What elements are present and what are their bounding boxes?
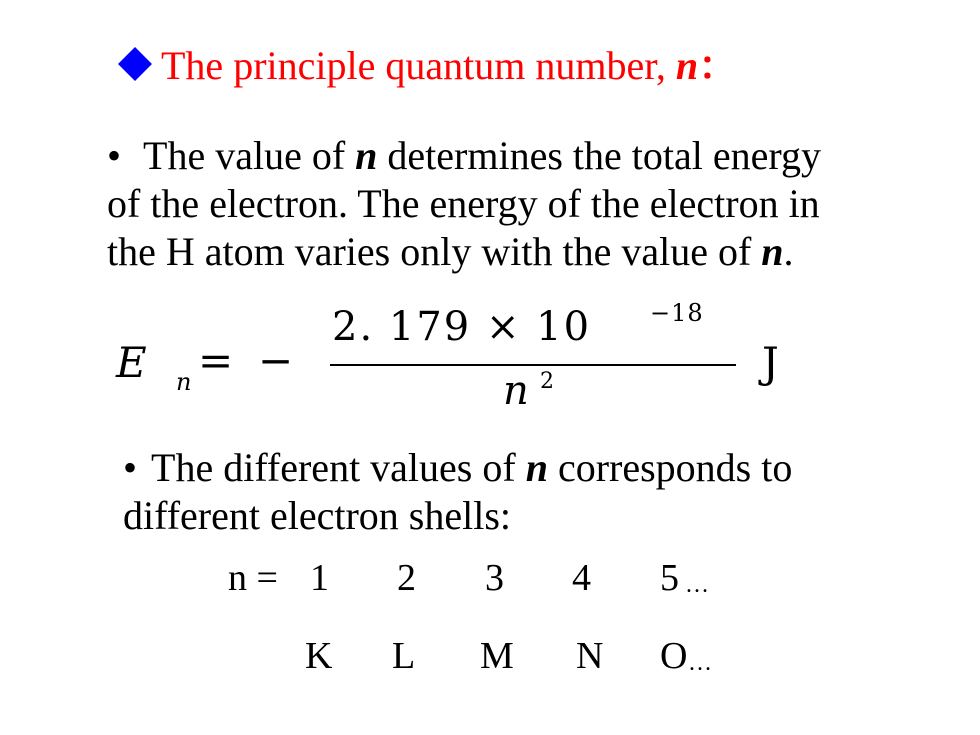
title-variable: n	[675, 43, 699, 88]
text-segment: corresponds to	[547, 445, 793, 490]
shells-paragraph	[123, 444, 923, 540]
formula-denominator-exponent: 2	[540, 369, 554, 394]
formula-denominator: n	[503, 368, 529, 414]
shell-letter: O	[660, 635, 688, 677]
text-segment: determines the total energy	[377, 133, 821, 178]
diamond-bullet-icon	[118, 47, 152, 81]
shells-paragraph-line-2: different electron shells:	[123, 493, 512, 538]
text-segment: The value of	[143, 133, 356, 178]
formula-unit: J	[762, 338, 779, 387]
formula-numerator: 2. 179 × 10	[332, 304, 592, 350]
shell-letter: N	[576, 635, 604, 677]
shell-letter: M	[480, 635, 514, 677]
text-segment: The different values of	[151, 445, 526, 490]
formula-lhs: E	[116, 338, 147, 387]
energy-paragraph-line-3	[107, 228, 897, 276]
variable-n: n	[761, 229, 784, 274]
text-segment: .	[783, 229, 794, 274]
n-label: n =	[228, 557, 278, 599]
formula-equals: =	[198, 336, 234, 385]
fraction-bar	[330, 364, 736, 366]
variable-n: n	[355, 133, 378, 178]
slide-title	[115, 42, 738, 90]
title-text: The principle quantum number,	[161, 43, 676, 88]
formula-minus: −	[258, 336, 294, 385]
energy-paragraph	[107, 132, 897, 276]
shell-letter: L	[392, 635, 416, 677]
text-segment: the H atom varies only with the value of	[107, 229, 762, 274]
bullet-icon: •	[123, 445, 138, 490]
title-suffix: ：	[698, 43, 739, 88]
shell-letter: K	[305, 635, 333, 677]
n-value: 1	[310, 557, 329, 599]
formula-lhs-subscript: n	[176, 368, 192, 396]
n-value: 3	[485, 557, 504, 599]
energy-paragraph-line-1	[107, 132, 897, 180]
formula-exponent: −18	[650, 299, 704, 327]
shell-letters-ellipsis: …	[688, 650, 712, 676]
variable-n: n	[525, 445, 548, 490]
n-ellipsis: …	[685, 572, 709, 598]
shells-paragraph-line-1	[123, 444, 923, 492]
n-value: 5	[660, 557, 679, 599]
n-value: 4	[572, 557, 591, 599]
n-value: 2	[397, 557, 416, 599]
bullet-icon: •	[107, 133, 122, 178]
energy-paragraph-line-2: of the electron. The energy of the electron in	[107, 181, 820, 226]
